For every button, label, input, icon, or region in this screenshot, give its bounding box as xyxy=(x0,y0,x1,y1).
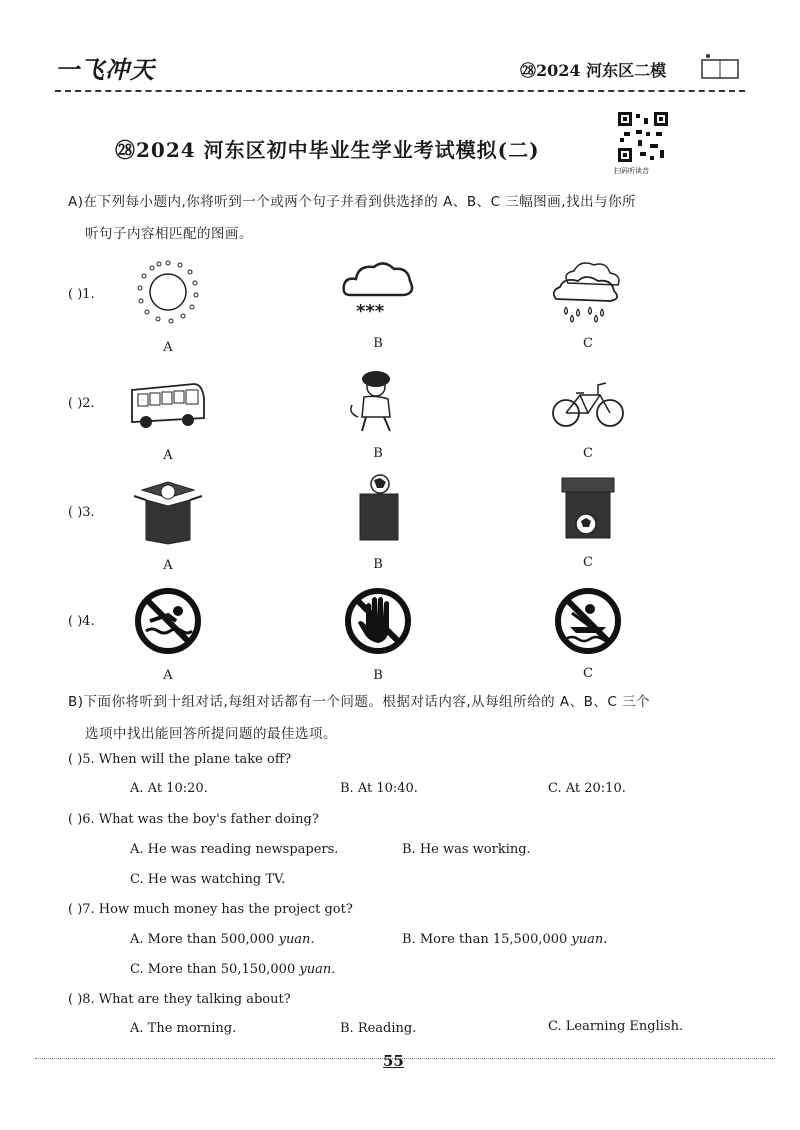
q7-option-c[interactable] xyxy=(130,962,335,977)
q3-label-c: C xyxy=(583,555,593,570)
question-1-number: ( )1. xyxy=(68,287,95,302)
svg-text:***: *** xyxy=(356,301,385,322)
q2-label-a: A xyxy=(163,448,173,463)
question-6: ( )6. What was the boy's father doing? xyxy=(68,812,319,827)
snow-cloud-icon xyxy=(338,255,418,327)
book-icon xyxy=(700,52,742,82)
question-4-number: ( )4. xyxy=(68,614,95,629)
sun-icon xyxy=(128,255,208,327)
q4-label-b: B xyxy=(373,668,383,683)
q8-option-a[interactable]: A. The morning. xyxy=(130,1021,237,1036)
q6-option-c[interactable]: C. He was watching TV. xyxy=(130,872,286,887)
question-8: ( )8. What are they talking about? xyxy=(68,992,291,1007)
q3-label-a: A xyxy=(163,558,173,573)
q5-option-c[interactable]: C. At 20:10. xyxy=(548,781,626,796)
q3-label-b: B xyxy=(373,557,383,572)
brand-logo: 一飞冲天 xyxy=(55,56,155,84)
q7-option-c-unit: yuan. xyxy=(299,962,336,977)
footer-divider xyxy=(35,1058,775,1059)
ball-on-box-icon xyxy=(338,472,418,544)
section-a-instruction-2: 听句子内容相匹配的图画。 xyxy=(85,226,253,242)
boy-walking-icon xyxy=(338,365,418,437)
qr-caption: 扫码听读音 xyxy=(614,167,649,175)
q2-label-c: C xyxy=(583,446,593,461)
section-a-instruction: A)在下列每小题内,你将听到一个或两个句子并看到供选择的 A、B、C 三幅图画,找出与你所 xyxy=(68,194,637,210)
q7-option-a[interactable] xyxy=(130,932,315,947)
q7-option-c-text: C. More than 50,150,000 xyxy=(130,962,296,977)
q4-label-a: A xyxy=(163,668,173,683)
qr-code-icon[interactable] xyxy=(616,110,670,164)
bicycle-icon xyxy=(548,365,628,437)
q5-option-b[interactable]: B. At 10:40. xyxy=(340,781,418,796)
q6-option-b[interactable]: B. He was working. xyxy=(402,842,531,857)
q7-option-a-text: A. More than 500,000 xyxy=(130,932,275,947)
header-title: ㉘2024 河东区二模 xyxy=(520,61,667,80)
question-2-number: ( )2. xyxy=(68,396,95,411)
question-3-number: ( )3. xyxy=(68,505,95,520)
q6-option-a[interactable]: A. He was reading newspapers. xyxy=(130,842,339,857)
q2-label-b: B xyxy=(373,446,383,461)
section-b-instruction-2: 选项中找出能回答所提问题的最佳选项。 xyxy=(85,726,337,742)
q4-label-c: C xyxy=(583,666,593,681)
page-title: ㉘2024 河东区初中毕业生学业考试模拟(二) xyxy=(115,138,540,162)
q8-option-b[interactable]: B. Reading. xyxy=(340,1021,417,1036)
q7-option-a-unit: yuan. xyxy=(278,932,315,947)
question-7: ( )7. How much money has the project got? xyxy=(68,902,353,917)
no-boating-icon xyxy=(548,585,628,657)
question-5: ( )5. When will the plane take off? xyxy=(68,752,292,767)
ball-in-box-icon xyxy=(128,474,208,546)
page-number: 55 xyxy=(383,1052,404,1070)
bus-icon xyxy=(128,368,208,440)
q1-label-b: B xyxy=(373,336,383,351)
no-swimming-icon xyxy=(128,585,208,657)
rain-cloud-icon xyxy=(548,255,628,327)
no-touching-icon xyxy=(338,585,418,657)
q5-option-a[interactable]: A. At 10:20. xyxy=(130,781,208,796)
q7-option-b-unit: yuan. xyxy=(571,932,608,947)
section-b-instruction: B)下面你将听到十组对话,每组对话都有一个问题。根据对话内容,从每组所给的 A、B、C 三个 xyxy=(68,694,651,710)
q8-option-c[interactable]: C. Learning English. xyxy=(548,1019,684,1034)
q7-option-b[interactable] xyxy=(402,932,607,947)
q1-label-c: C xyxy=(583,336,593,351)
ball-beside-box-icon xyxy=(548,472,628,544)
header-divider xyxy=(55,90,745,92)
q7-option-b-text: B. More than 15,500,000 xyxy=(402,932,568,947)
q1-label-a: A xyxy=(163,340,173,355)
